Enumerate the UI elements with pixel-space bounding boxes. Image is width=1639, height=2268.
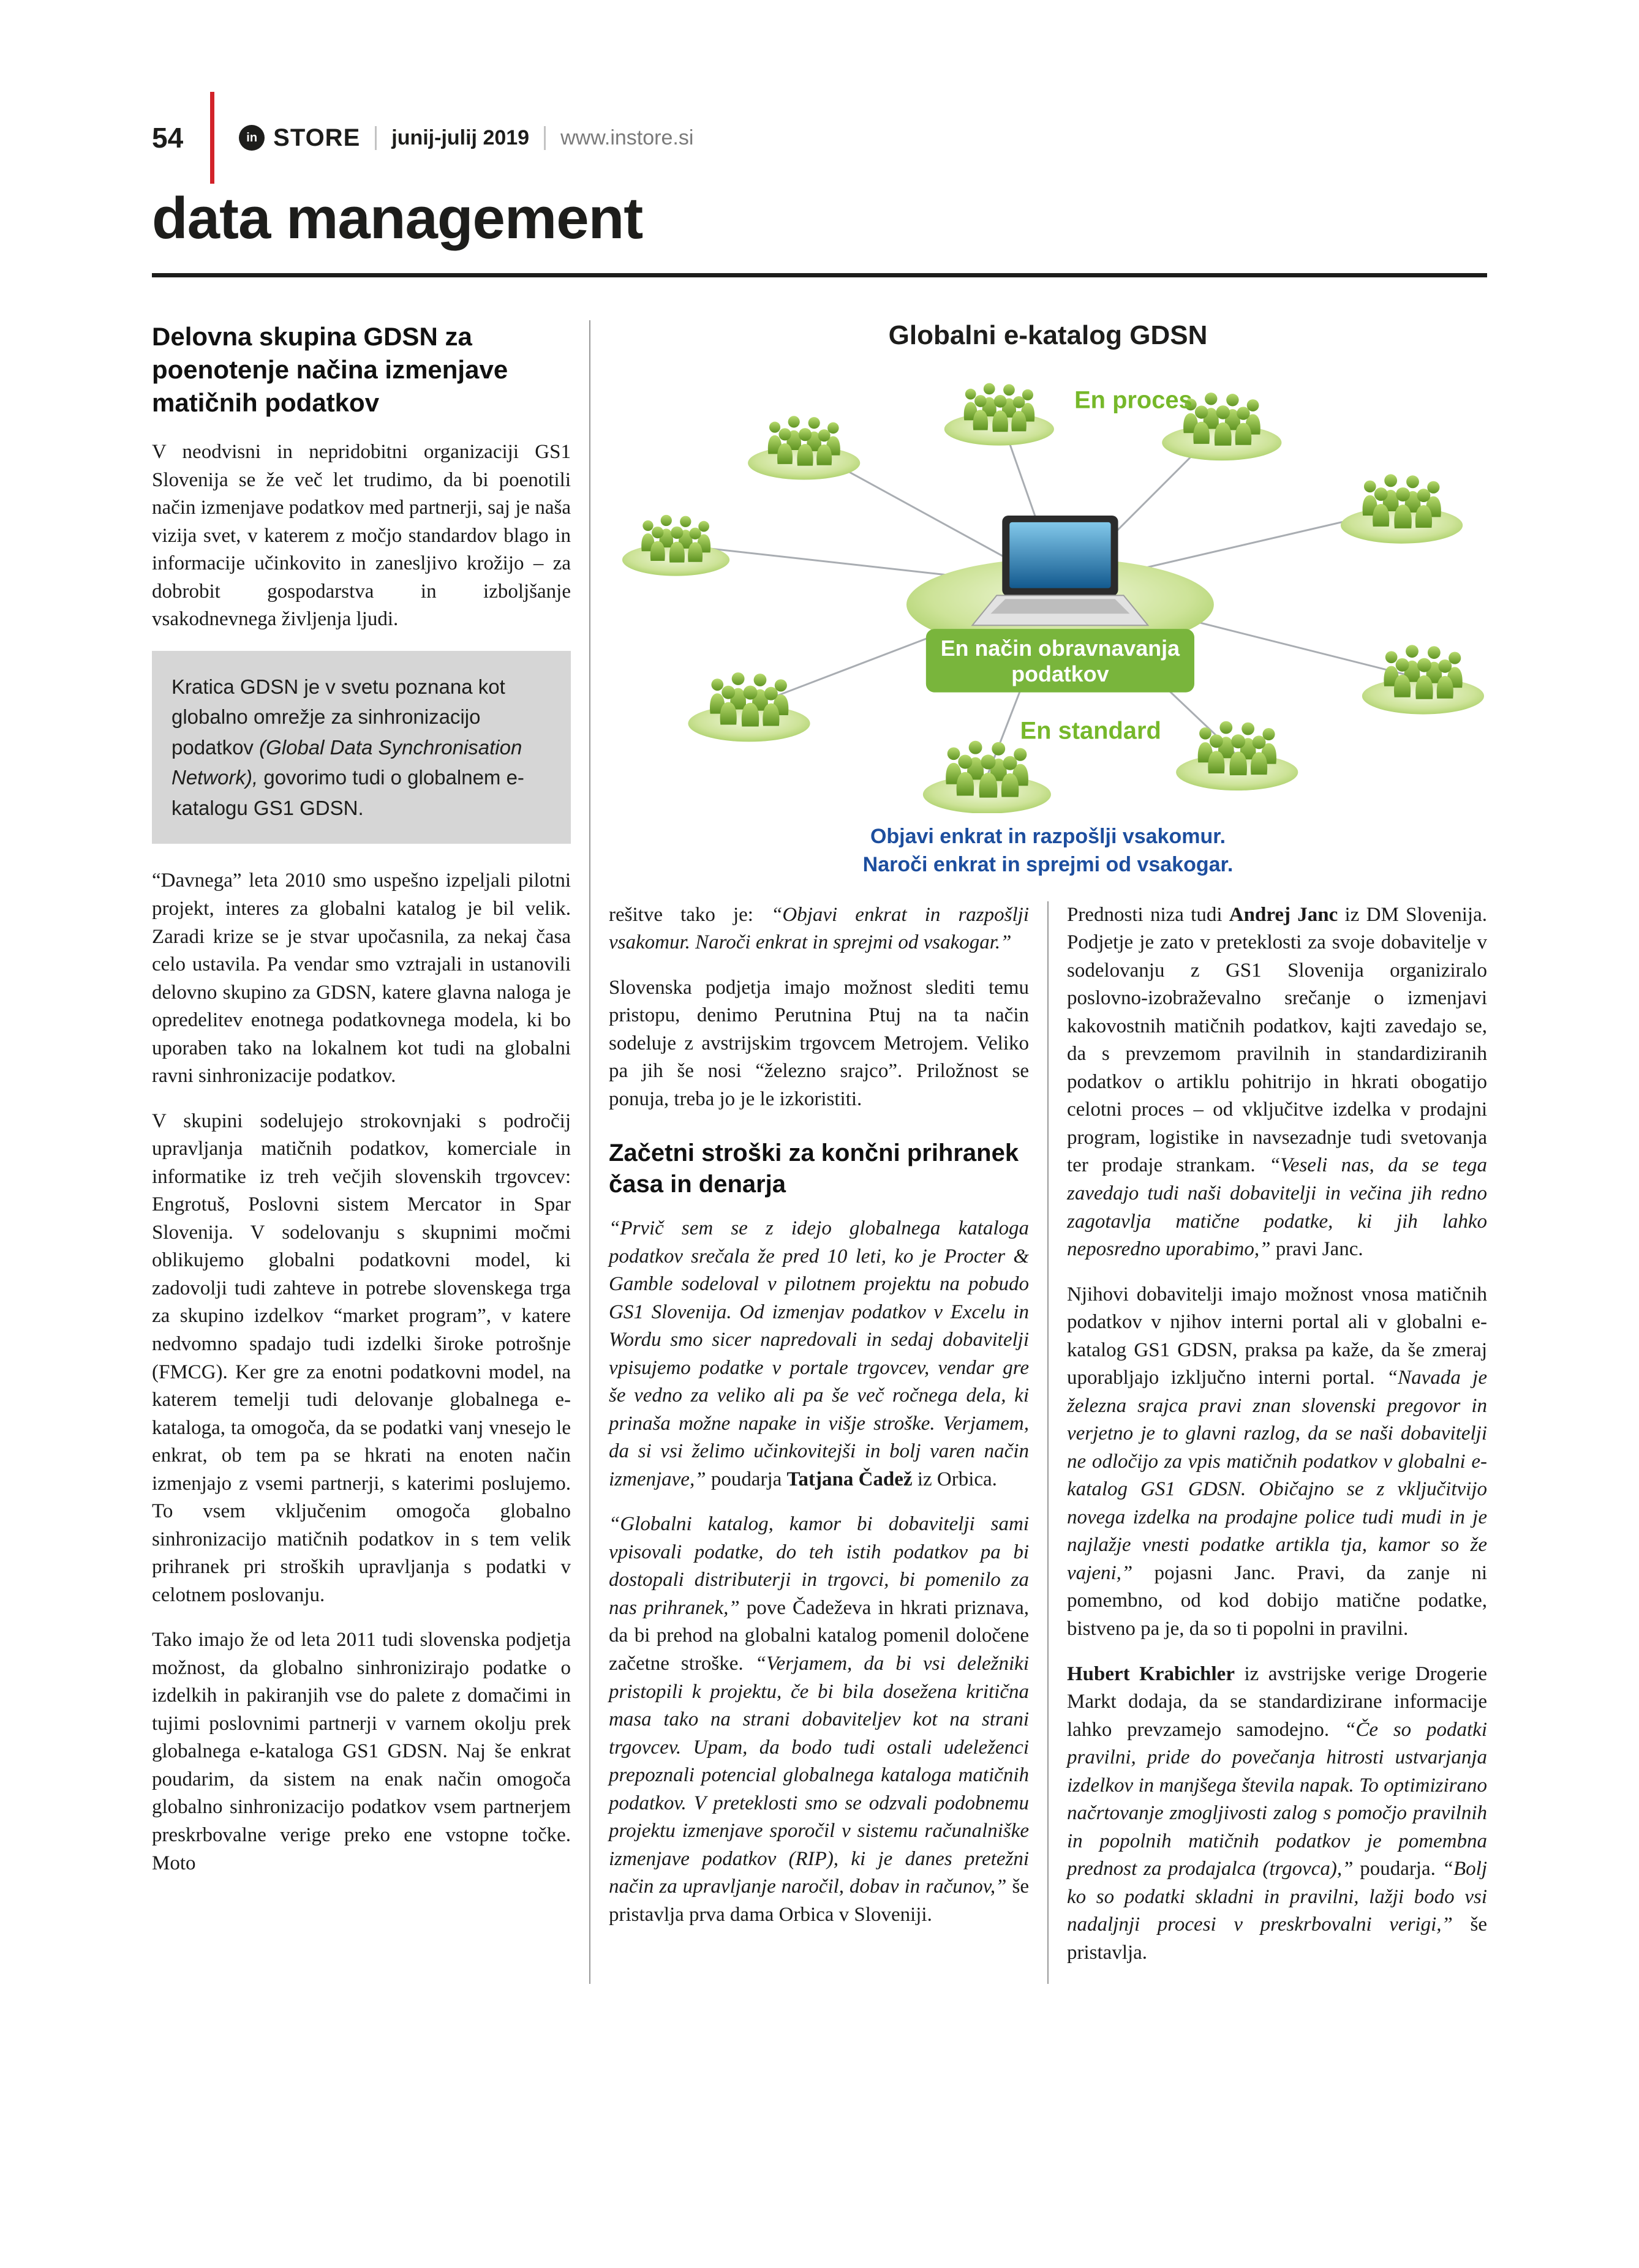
column-3	[1049, 901, 1487, 1984]
label-en-nacin	[926, 629, 1194, 693]
red-divider-bar	[210, 92, 214, 184]
header-rule	[152, 273, 1487, 277]
info-box: Kratica GDSN je v svetu poznana kot globalno omrežje za sinhronizacijo podatkov (Global Data Synchronisation Network), govorimo tudi o globalnem e-katalogu GS1 GDSN.	[152, 651, 571, 844]
people-group-icon	[923, 741, 1051, 813]
brand-name: STORE	[273, 124, 361, 151]
people-group-icon	[944, 383, 1054, 446]
gdsn-network-illustration	[609, 362, 1487, 813]
people-group-icon	[688, 672, 810, 742]
paragraph: V skupini sodelujejo strokovnjaki s področij upravljanja matičnih podatkov, komerciale in informatike iz treh večjih slovenskih trgovcev: Engrotuš, Poslovni sistem Mercator in Spar Slovenija. V sodelovanju s skupnimi močmi oblikujemo globalni podatkovni model, ki zadovolji tudi zahteve in potrebe slovenskega trga za skupino izdelkov “market program”, v katere nedvomno spadajo tudi izdelki široke potrošnje (FMCG). Ker gre za enotni podatkovni model, na katerem temelji tudi delovanje globalnega e-kataloga, ta omogoča, da se podatki vanj vnesejo le enkrat, ob tem pa se hkrati na enoten način izmenjajo z vsemi partnerji, s katerimi poslujemo. To vsem vključenim omogoča globalno sinhronizacijo matičnih podatkov in s tem velik prihranek pri stroških upravljanja s podatki v celotnem poslovanju.	[152, 1110, 571, 1606]
people-group-icon	[622, 515, 729, 576]
people-group-icon	[1341, 474, 1463, 543]
label-en-nacin-line1: En način obravnavanja	[940, 636, 1180, 661]
people-group-icon	[1176, 721, 1298, 790]
text-columns	[609, 901, 1487, 1984]
paragraph: “Prvič sem se z idejo globalnega kataloga podatkov srečala že pred 10 leti, ko je Procter & Gamble sodeloval v pilotnem projektu na pobudo GS1 Slovenija. Od izmenjav podatkov v Excelu in Wordu smo sicer napredovali in sedaj dobavitelji vpisujemo podatke v portale trgovcev, vendar gre še vedno za veliko ali pa še več ročnega dela, ki prinaša možne napake in višje stroške. Verjamem, da si vsi želimo učinkovitejši in bolj varen način izmenjave,” poudarja Tatjana Čadež iz Orbica.	[609, 1217, 1029, 1490]
paragraph: Tako imajo že od leta 2011 tudi slovenska podjetja možnost, da globalno sinhronizirajo podatke o izdelkih in pakiranjih vse do palete z domačimi in tujimi poslovnimi partnerji v varnem okolju prek globalnega e-kataloga GS1 GDSN. Naj še enkrat poudarim, da sistem na enak način omogoča globalno sinhronizacijo podatkov vsem partnerjem preskrbovalne verige preko ene vstopne točke. Moto	[152, 1629, 571, 1874]
column-2	[609, 901, 1049, 1984]
website-link[interactable]: www.instore.si	[544, 126, 693, 150]
paragraph: V neodvisni in nepridobitni organizaciji GS1 Slovenija se že več let trudimo, da bi poenotili način izmenjave podatkov med partnerji, saj je naša vizija svet, v katerem z močjo standardov blago in informacije učinkovito in zanesljivo krožijo – za dobrobit gospodarstva in izboljšanje vsakodnevnega življenja ljudi.	[152, 441, 571, 631]
issue-date: junij-julij 2019	[375, 126, 529, 150]
paragraph: Prednosti niza tudi Andrej Janc iz DM Slovenija. Podjetje je zato v preteklosti za svoje dobavitelje v sodelovanju z GS1 Slovenija organiziralo poslovno-izobraževalno srečanje o izmenjavi kakovostnih matičnih podatkov, kajti zavedajo se, da s prevzemom pravilnih in standardiziranih podatkov o artiklu pohitrijo in hkrati obogatijo celotni proces – od vključitve izdelka v prodajni program, logistike in navsezadnje tudi svetovanja ter prodaje strankam. “Veseli nas, da se tega zavedajo tudi naši dobavitelji in večina jih redno zagotavlja matične podatke, ki jih lahko neposredno uporabimo,” pravi Janc.	[1067, 903, 1487, 1261]
label-en-nacin-line2: podatkov	[1011, 661, 1109, 686]
paragraph: Njihovi dobavitelji imajo možnost vnosa matičnih podatkov v njihov interni portal ali v globalni e-katalog GS1 GDSN, praksa pa kaže, da še zmeraj uporabljajo izključno interni portal. “Navada je železna srajca pravi znan slovenski pregovor in verjetno je to glavni razlog, da se naši dobavitelji ne odločijo za vpis matičnih podatkov v globalni e-katalog GS1 GDSN. Običajno se z vključitvijo novega izdelka na prodajne police tudi mudi in je najlažje vnesti podatke artikla tja, kamor so že vajeni,” pojasni Janc. Pravi, da zanje ni pomembno, od kod dobijo matične podatke, bistveno pa je, da so ti popolni in pravilni.	[1067, 1283, 1487, 1640]
figure-caption	[609, 823, 1487, 879]
paragraph: Slovenska podjetja imajo možnost slediti temu pristopu, denimo Perutnina Ptuj na ta način sodeluje z avstrijskim trgovcem Metrojem. Veliko pa jih še nosi “železno srajco”. Priložnost se ponuja, treba jo je le izkoristiti.	[609, 976, 1029, 1110]
subheading: Začetni stroški za končni prihranek časa in denarja	[609, 1140, 1019, 1198]
article-content	[152, 320, 1487, 1984]
section-title: data management	[152, 186, 643, 251]
figure-caption-line: Objavi enkrat in razpošlji vsakomur.	[870, 824, 1226, 848]
column-1	[152, 320, 590, 1984]
people-group-icon	[748, 416, 860, 479]
paragraph: rešitve tako je: “Objavi enkrat in razpošlji vsakomur. Naroči enkrat in sprejmi od vsakogar.”	[609, 903, 1029, 954]
figure-caption-line: Naroči enkrat in sprejmi od vsakogar.	[862, 852, 1234, 876]
label-en-proces: En proces	[1074, 386, 1193, 414]
gdsn-figure	[609, 320, 1487, 879]
instore-logo-icon: in	[239, 125, 265, 151]
label-en-standard: En standard	[1020, 717, 1161, 745]
article-heading: Delovna skupina GDSN za poenotenje načina izmenjave matičnih podatkov	[152, 322, 508, 417]
page-number: 54	[152, 122, 184, 154]
paragraph: “Davnega” leta 2010 smo uspešno izpeljali pilotni projekt, interes za globalni katalog je bil velik. Zaradi krize se je stvar upočasnila, za nekaj časa celo ustavila. Pa vendar smo vztrajali in ustanovili delovno skupino za GDSN, katere glavna naloga je opredelitev enotnega podatkovnega modela, ki bo uporaben tako na lokalnem kot tudi na globalni ravni sinhronizacije podatkov.	[152, 869, 571, 1087]
figure-title: Globalni e-katalog GDSN	[888, 320, 1208, 350]
paragraph: “Globalni katalog, kamor bi dobavitelji sami vpisovali podatke, do teh istih podatkov pa bi dostopali distributerji in trgovci, bi pomenilo za nas prihranek,” pove Čadeževa in hkrati priznava, da bi prehod na globalni katalog pomenil določene začetne stroške. “Verjamem, da bi vsi deležniki pristopili k projektu, če bi bila dosežena kritična masa tako na strani dobaviteljev kot na strani trgovcev. Upam, da bodo tudi ostali udeleženci prepoznali potencial globalnega kataloga matičnih podatkov. V preteklosti smo se odzvali podobnemu projektu izmenjave sporočil v sistemu računalniške izmenjave podatkov (RIP), ki je danes pretežni način za upravljanje naročil, dobav in računov,” še pristavlja prva dama Orbica v Sloveniji.	[609, 1513, 1029, 1926]
paragraph: Hubert Krabichler iz avstrijske verige Drogerie Markt dodaja, da se standardizirane informacije lahko prevzamejo samodejno. “Če so podatki pravilni, pride do povečanja hitrosti ustvarjanja izdelkov in manjšega števila napak. To optimizirano načrtovanje zmogljivosti zalog s pomočjo pravilnih in popolnih matičnih podatkov je pomembna prednost za prodajalca (trgovca),” poudarja. “Bolj ko so podatki skladni in pravilni, lažji bodo vsi nadaljnji procesi v preskrbovalni verigi,” še pristavlja.	[1067, 1662, 1488, 1964]
masthead	[152, 92, 1487, 184]
right-columns	[590, 320, 1487, 1984]
people-group-icon	[1362, 645, 1484, 714]
